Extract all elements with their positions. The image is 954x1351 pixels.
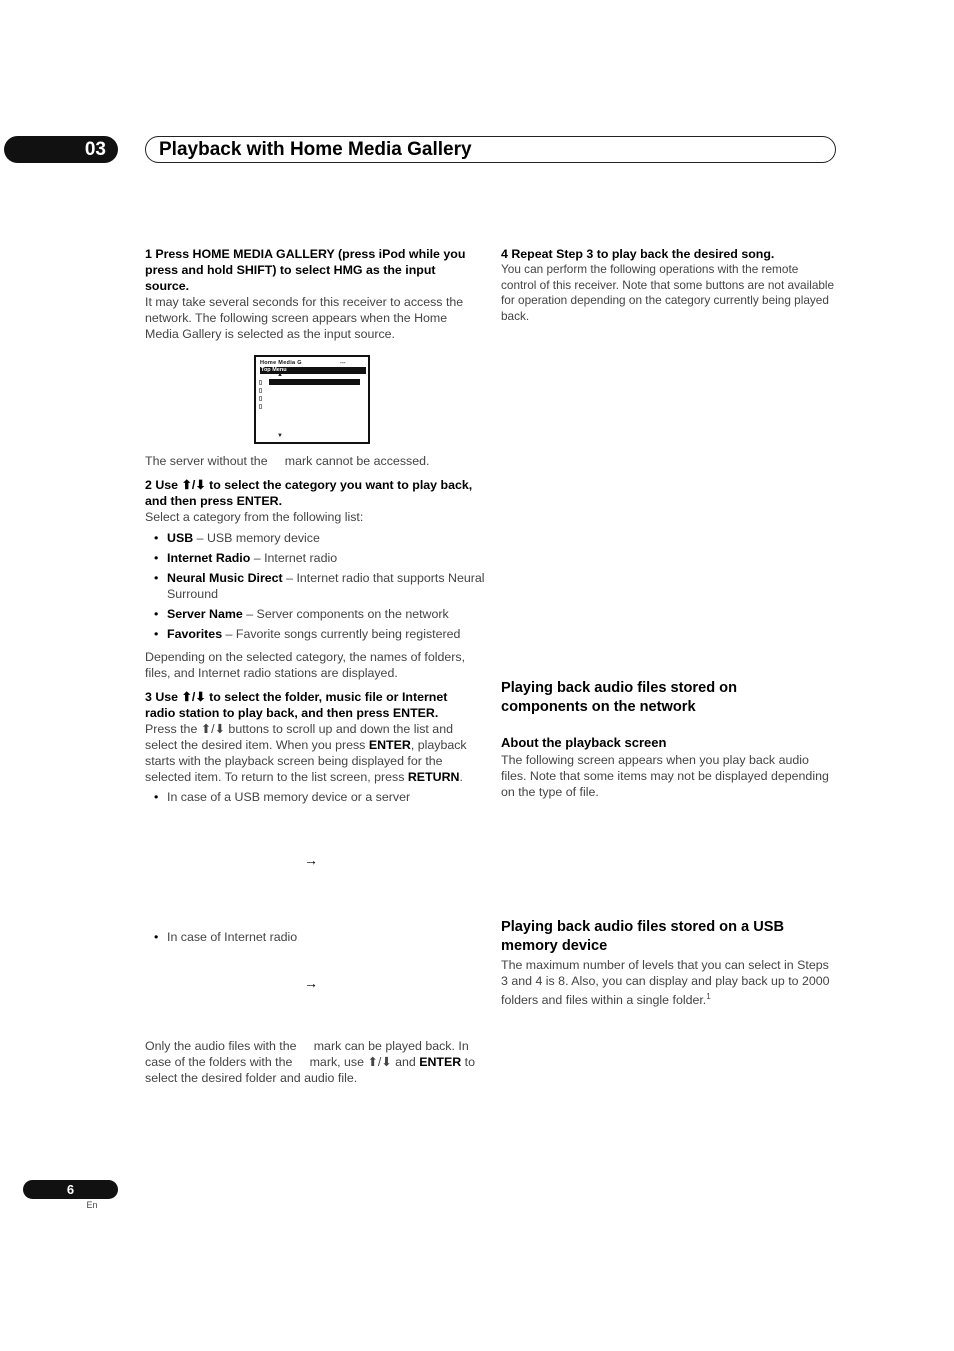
playback-screen-heading: About the playback screen [501,735,667,750]
scroll-up-icon: ▲ [277,372,283,378]
final-note [145,1038,480,1086]
list-item [145,530,485,546]
arrow-right-icon: → [304,852,318,868]
screen-selected-row [269,379,360,385]
category-name: Neural Music Direct [167,571,283,585]
arrow-right-icon: → [304,975,318,991]
enter-key-label: ENTER [368,738,411,752]
category-desc: – Internet radio that supports Neural Surround [167,571,485,601]
step3-heading: 3 Use ⬆/⬇ to select the folder, music file or Internet radio station to play back, and then press ENTER. [145,690,448,720]
category-list [145,530,485,642]
category-note: Depending on the selected category, the names of folders, files, and Internet radio stations are displayed. [145,650,466,680]
footnote-ref: 1 [706,992,711,1001]
list-item [145,626,485,642]
usb-section-heading: Playing back audio files stored on a USB memory device [501,919,785,954]
case-internet-radio: • In case of Internet radio [145,929,502,945]
usb-body-text: The maximum number of levels that you can select in Steps 3 and 4 is 8. Also, you can display and play back up to 2000 folders and files within a single folder. [501,958,830,1008]
category-desc: – Internet radio [250,551,338,565]
category-name: Internet Radio [167,551,251,565]
screen-item-markers [259,380,263,412]
playback-screen-body: The following screen appears when you play back audio files. Note that some items may not be displayed depending on the type of file. [501,753,829,799]
list-item [145,606,485,622]
scroll-down-icon: ▼ [277,433,283,439]
chapter-title: Playback with Home Media Gallery [145,136,836,163]
list-item [145,570,485,602]
network-section-heading: Playing back audio files stored on components on the network [501,680,737,715]
category-desc: – Favorite songs currently being registered [222,627,461,641]
screen-dash: --- [340,360,346,366]
step3-body [145,721,482,785]
page-language: En [86,1200,98,1210]
step3-text-1: Press the ⬆/⬇ buttons to scroll up and down the list and select the desired item. When you press [145,722,453,752]
final-note-text-2: to select the desired folder and audio file. [145,1055,479,1085]
page-number: 6 [23,1180,118,1199]
enter-key-label: ENTER [419,1055,462,1069]
display-screen-illustration [254,355,370,444]
return-key-label: RETURN [407,770,460,784]
usb-section-body [501,957,838,1008]
screen-menu-bar: Top Menu [260,367,366,374]
screen-title: Home Media G [260,360,302,366]
server-note: The server without the mark cannot be accessed. [145,454,430,468]
step3-text-3: . [459,770,463,784]
category-name: Favorites [167,627,223,641]
step4-heading: 4 Repeat Step 3 to play back the desired song. [501,247,775,261]
step4-body: You can perform the following operations with the remote control of this receiver. Note that some buttons are not available for operation depending on the category currently being played back. [501,262,835,323]
list-item [145,550,485,566]
chapter-number: 03 [4,136,118,163]
case-usb-server: • In case of a USB memory device or a server [145,789,502,805]
step2-heading: 2 Use ⬆/⬇ to select the category you want to play back, and then press ENTER. [145,478,473,508]
category-desc: – Server components on the network [242,607,449,621]
step3-text-2: , playback starts with the playback screen being displayed for the selected item. To return to the list screen, press [145,738,467,784]
final-note-text-1: Only the audio files with the mark can be played back. In case of the folders with the mark, use ⬆/⬇ and [145,1039,473,1069]
step2-body: Select a category from the following list: [145,510,364,524]
step1-heading: 1 Press HOME MEDIA GALLERY (press iPod while you press and hold SHIFT) to select HMG as the input source. [145,247,466,293]
category-name: Server Name [167,607,243,621]
category-desc: – USB memory device [193,531,320,545]
step1-body: It may take several seconds for this receiver to access the network. The following screen appears when the Home Media Gallery is selected as the input source. [145,295,464,341]
category-name: USB [167,531,194,545]
